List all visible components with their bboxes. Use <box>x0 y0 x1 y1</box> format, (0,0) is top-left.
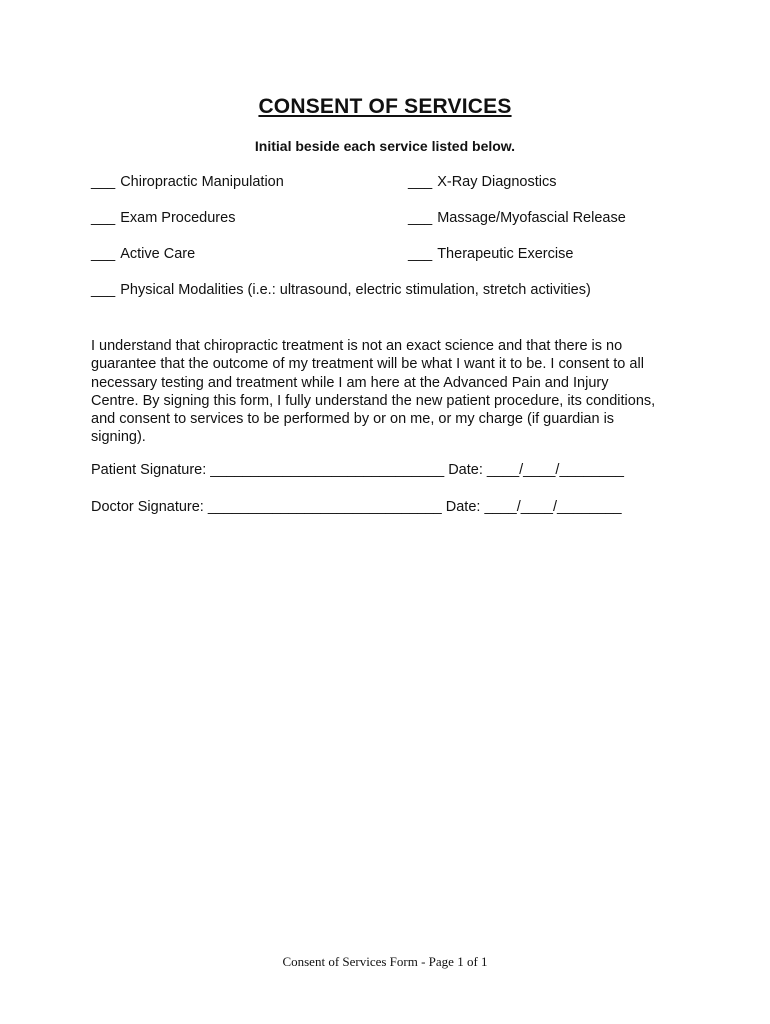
paragraph-line: signing). <box>91 429 146 446</box>
paragraph-line: Centre. By signing this form, I fully understand the new patient procedure, its conditions, <box>91 392 656 409</box>
paragraph-line: I understand that chiropractic treatment is not an exact science and that there is no <box>91 338 623 354</box>
service-item-massage-myofascial-release <box>408 209 626 227</box>
service-label: Exam Procedures <box>120 210 236 226</box>
service-item-exam-procedures <box>91 209 235 227</box>
consent-paragraph <box>91 337 671 447</box>
initial-blank[interactable]: ___ <box>91 210 116 226</box>
service-label: Physical Modalities (i.e.: ultrasound, electric stimulation, stretch activities) <box>120 282 591 298</box>
doctor-signature-line[interactable]: Doctor Signature: _____________________________ Date: ____/____/________ <box>91 499 622 515</box>
service-item-active-care <box>91 245 195 263</box>
instructions-subtitle: Initial beside each service listed below. <box>254 138 516 154</box>
initial-blank[interactable]: ___ <box>408 246 433 262</box>
initial-blank[interactable]: ___ <box>91 174 116 190</box>
patient-signature-line[interactable]: Patient Signature: _____________________________ Date: ____/____/________ <box>91 462 624 478</box>
service-label: Therapeutic Exercise <box>437 246 574 262</box>
page-footer: Consent of Services Form - Page 1 of 1 <box>282 954 488 969</box>
paragraph-line: necessary testing and treatment while I am here at the Advanced Pain and Injury <box>91 374 609 391</box>
service-label: X-Ray Diagnostics <box>437 174 557 190</box>
paragraph-line: and consent to services to be performed by or on me, or my charge (if guardian is <box>91 411 615 428</box>
service-label: Chiropractic Manipulation <box>120 174 284 190</box>
page-title: CONSENT OF SERVICES <box>258 95 512 118</box>
initial-blank[interactable]: ___ <box>91 282 116 298</box>
service-item-therapeutic-exercise <box>408 245 573 263</box>
initial-blank[interactable]: ___ <box>91 246 116 262</box>
service-label: Massage/Myofascial Release <box>437 210 626 226</box>
initial-blank[interactable]: ___ <box>408 174 433 190</box>
service-item-physical-modalities <box>91 281 591 299</box>
initial-blank[interactable]: ___ <box>408 210 433 226</box>
service-label: Active Care <box>120 246 196 262</box>
service-item-x-ray-diagnostics <box>408 173 556 191</box>
service-item-chiropractic-manipulation <box>91 173 284 191</box>
paragraph-line: guarantee that the outcome of my treatment will be what I want it to be. I consent to all <box>91 356 644 373</box>
